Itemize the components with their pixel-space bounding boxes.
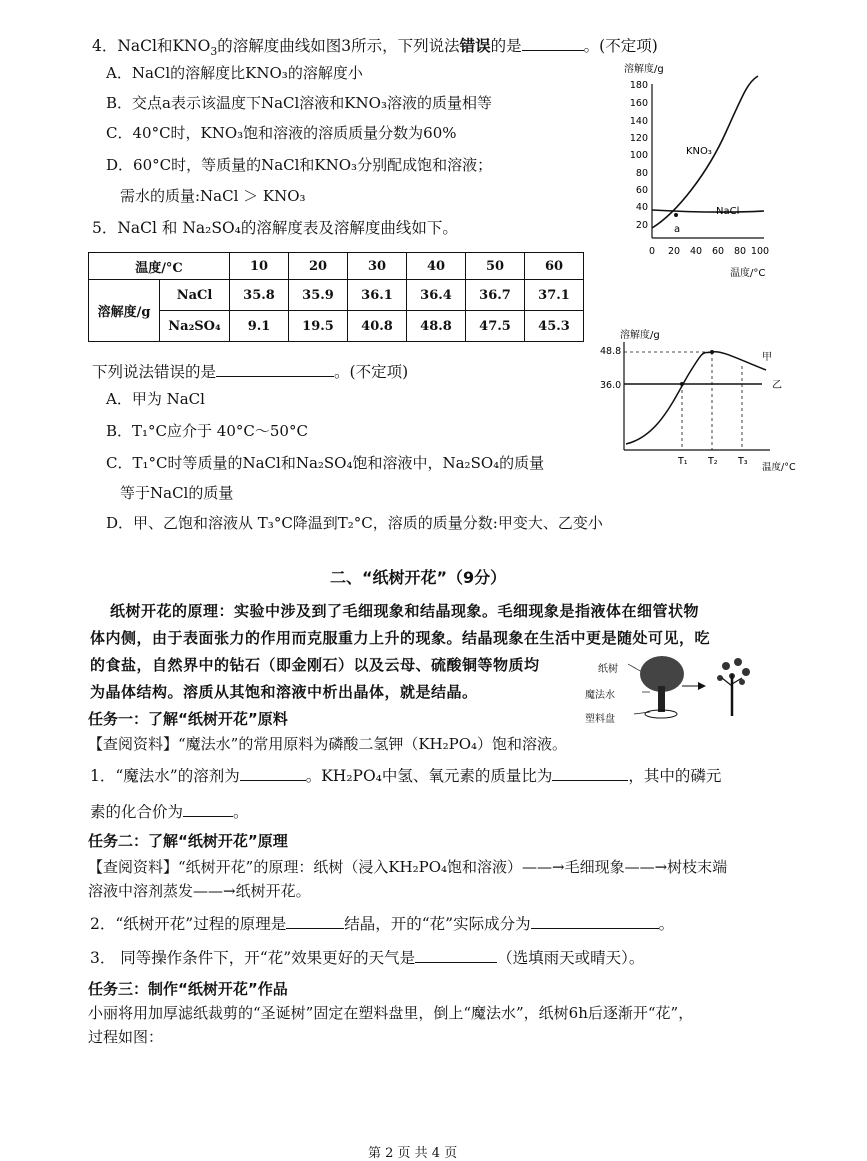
task-3-paragraph-line1: 小丽将用加厚滤纸裁剪的“圣诞树”固定在塑料盘里，倒上“魔法水”，纸树6h后逐渐开“花”， xyxy=(88,1004,694,1022)
fig3-point-label: a xyxy=(674,224,681,235)
fig5-yi-label: 乙 xyxy=(772,380,782,391)
fig5-t1: T₁ xyxy=(678,456,688,467)
q5-option-c-line2: 等于NaCl的质量 xyxy=(120,484,234,502)
table-temp-cell: 60 xyxy=(525,253,584,280)
q4-option-d: D．60°C时，等质量的NaCl和KNO₃分别配成饱和溶液； xyxy=(106,156,493,174)
task-2-title: 任务二：了解“纸树开花”原理 xyxy=(88,832,288,850)
fig3-xlabel: 温度/°C xyxy=(730,268,766,279)
label-paper-tree: 纸树 xyxy=(598,664,618,675)
fig5-ylabel: 溶解度/g xyxy=(620,330,660,341)
table-cell: 36.4 xyxy=(407,280,466,311)
fig3-ytick: 180 xyxy=(629,80,648,91)
task-3-paragraph-line2: 过程如图： xyxy=(88,1028,164,1046)
task-2-info-line2: 溶液中溶剂蒸发——→纸树开花。 xyxy=(88,882,311,900)
fig3-xtick: 60 xyxy=(711,246,725,257)
fig5-y2: 36.0 xyxy=(600,380,622,391)
paper-tree-illustration xyxy=(620,650,770,725)
section-2-title: 二、“纸树开花”（9分） xyxy=(330,568,507,587)
fig5-xlabel: 温度/°C xyxy=(762,462,796,473)
fig3-ytick: 20 xyxy=(635,220,648,231)
fig5-y1: 48.8 xyxy=(600,346,622,357)
section-2-paragraph-line3: 的食盐，自然界中的钻石（即金刚石）以及云母、硫酸铜等物质均 xyxy=(90,656,540,674)
table-cell: 36.7 xyxy=(466,280,525,311)
fig3-ytick: 120 xyxy=(629,133,648,144)
q4-option-d-line2: 需水的质量:NaCl ＞ KNO₃ xyxy=(120,187,306,205)
q5-ask: 下列说法错误的是 。(不定项) xyxy=(92,363,409,381)
q5-option-d: D．甲、乙饱和溶液从 T₃°C降温到T₂°C，溶质的质量分数:甲变大、乙变小 xyxy=(106,514,603,532)
fig3-ytick: 60 xyxy=(635,185,648,196)
task-1-question-1-line2: 素的化合价为 。 xyxy=(90,803,249,821)
table-cell: 19.5 xyxy=(289,311,348,342)
fig3-ytick: 100 xyxy=(629,150,648,161)
figure-3-solubility-curve xyxy=(618,62,788,282)
q5-option-c: C．T₁°C时等质量的NaCl和Na₂SO₄饱和溶液中，Na₂SO₄的质量 xyxy=(106,454,545,472)
section-2-paragraph-line1: 纸树开花的原理：实验中涉及到了毛细现象和结晶现象。毛细现象是指液体在细管状物 xyxy=(110,602,700,620)
table-cell: 35.9 xyxy=(289,280,348,311)
table-temp-cell: 30 xyxy=(348,253,407,280)
label-plastic-tray: 塑料盘 xyxy=(585,714,615,725)
table-cell: 9.1 xyxy=(230,311,289,342)
q5-option-b: B．T₁°C应介于 40°C～50°C xyxy=(106,422,308,440)
fig3-kno3-label: KNO₃ xyxy=(686,146,712,157)
label-magic-water: 魔法水 xyxy=(585,690,615,701)
table-temp-header: 温度/°C xyxy=(89,253,230,280)
fig5-jia-label: 甲 xyxy=(762,352,772,363)
section-2-paragraph-line2: 体内侧，由于表面张力的作用而克服重力上升的现象。结晶现象在生活中更是随处可见，吃 xyxy=(90,629,711,647)
table-cell: 48.8 xyxy=(407,311,466,342)
table-cell: 47.5 xyxy=(466,311,525,342)
table-temp-cell: 10 xyxy=(230,253,289,280)
fig3-xtick: 40 xyxy=(689,246,703,257)
solubility-table xyxy=(88,252,584,342)
task-1-info: 【查阅资料】“魔法水”的常用原料为磷酸二氢钾（KH₂PO₄）饱和溶液。 xyxy=(88,735,568,753)
fig5-t2: T₂ xyxy=(708,456,718,467)
q4-stem: 4．NaCl和$KNO_3$的溶解度曲线如图3所示，下列说法错误的是 。(不定项) xyxy=(92,36,658,59)
table-cell: 35.8 xyxy=(230,280,289,311)
q5-option-a: A．甲为 NaCl xyxy=(106,390,205,408)
table-row-name: NaCl xyxy=(160,280,230,311)
table-temp-cell: 50 xyxy=(466,253,525,280)
q4-option-b: B．交点a表示该温度下NaCl溶液和KNO₃溶液的质量相等 xyxy=(106,94,492,112)
q4-option-c: C．40°C时，KNO₃饱和溶液的溶质质量分数为60% xyxy=(106,124,457,142)
fig3-xtick: 0 xyxy=(648,246,656,257)
figure-q5-solubility-curve xyxy=(590,326,812,476)
fig3-xtick: 80 xyxy=(733,246,747,257)
nacl-curve xyxy=(652,210,764,212)
table-cell: 45.3 xyxy=(525,311,584,342)
fig3-ytick: 80 xyxy=(635,168,648,179)
section-2-paragraph-line4: 为晶体结构。溶质从其饱和溶液中析出晶体，就是结晶。 xyxy=(90,683,478,701)
fig3-ytick: 40 xyxy=(635,202,648,213)
table-cell: 40.8 xyxy=(348,311,407,342)
fig3-xtick: 20 xyxy=(667,246,681,257)
fig3-ylabel: 溶解度/g xyxy=(624,64,664,75)
q4-option-a: A．NaCl的溶解度比KNO₃的溶解度小 xyxy=(106,64,363,82)
fig5-t3: T₃ xyxy=(738,456,748,467)
table-row-name: Na₂SO₄ xyxy=(160,311,230,342)
fig3-xtick: 100 xyxy=(750,246,770,257)
task-2-question-3: 3． 同等操作条件下，开“花”效果更好的天气是 （选填雨天或晴天）。 xyxy=(90,949,645,967)
task-1-question-1: 1．“魔法水”的溶剂为 。KH₂PO₄中氢、氧元素的质量比为 ，其中的磷元 xyxy=(90,767,722,785)
jia-curve xyxy=(626,352,766,444)
task-2-question-2: 2．“纸树开花”过程的原理是 结晶，开的“花”实际成分为 。 xyxy=(90,915,675,933)
q5-stem: 5．NaCl 和 Na₂SO₄的溶解度表及溶解度曲线如下。 xyxy=(92,219,458,237)
table-cell: 36.1 xyxy=(348,280,407,311)
table-temp-cell: 40 xyxy=(407,253,466,280)
fig3-nacl-label: NaCl xyxy=(716,206,740,217)
table-cell: 37.1 xyxy=(525,280,584,311)
page-footer: 第 2 页 共 4 页 xyxy=(368,1146,458,1161)
task-2-info-line1: 【查阅资料】“纸树开花”的原理：纸树（浸入KH₂PO₄饱和溶液）——→毛细现象——→树枝末端 xyxy=(88,858,728,876)
task-3-title: 任务三：制作“纸树开花”作品 xyxy=(88,980,288,998)
task-1-title: 任务一：了解“纸树开花”原料 xyxy=(88,710,288,728)
table-temp-cell: 20 xyxy=(289,253,348,280)
intersection-point-a xyxy=(674,213,678,217)
table-solubility-header: 溶解度/g xyxy=(89,280,160,342)
fig3-ytick: 160 xyxy=(629,98,648,109)
fig3-ytick: 140 xyxy=(629,116,648,127)
